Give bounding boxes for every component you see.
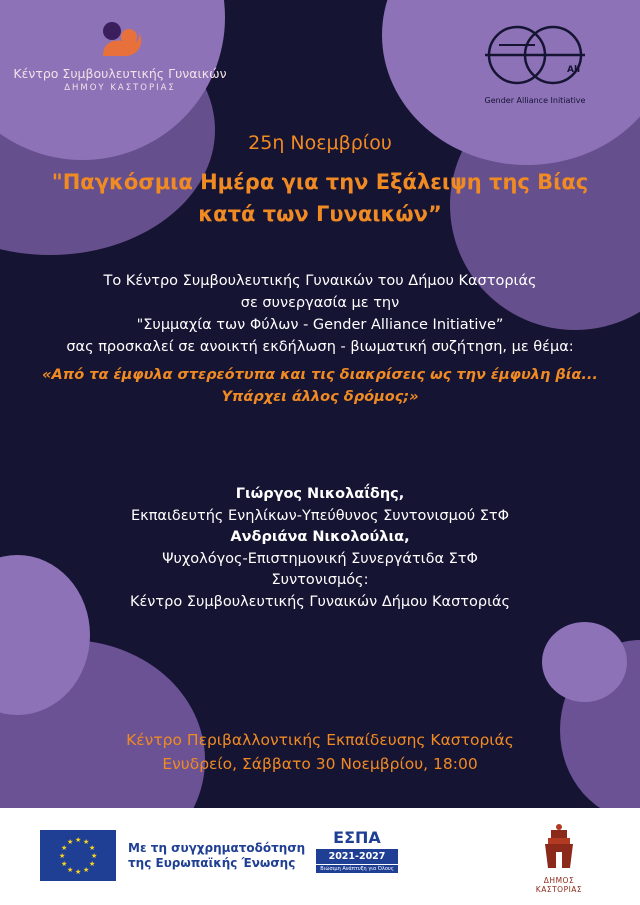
coordination-label: Συντονισμός: — [271, 572, 369, 588]
speakers-block — [0, 484, 640, 613]
municipality-kastoria-logo — [528, 822, 590, 894]
left-logo-subtitle: ΔΗΜΟΥ ΚΑΣΤΟΡΙΑΣ — [64, 83, 176, 93]
municipality-label: ΚΑΣΤΟΡΙΑΣ — [535, 885, 583, 894]
svg-text:★: ★ — [59, 852, 66, 860]
svg-text:★: ★ — [83, 838, 90, 846]
event-location — [0, 728, 640, 776]
intro-line: Το Κέντρο Συμβουλευτικής Γυναικών του Δήμου Καστοριάς — [103, 273, 537, 289]
sponsors-footer — [0, 808, 640, 905]
event-theme — [0, 364, 640, 408]
event-title — [0, 166, 640, 230]
venue: Κέντρο Περιβαλλοντικής Εκπαίδευσης Καστοριάς — [126, 731, 514, 749]
svg-text:★: ★ — [61, 860, 68, 868]
svg-text:All: All — [567, 65, 581, 75]
svg-text:★: ★ — [67, 838, 74, 846]
svg-text:★: ★ — [91, 852, 98, 860]
speaker-name: Ανδριάνα Νικολούλια, — [230, 529, 410, 545]
espa-years: 2021-2027 — [316, 849, 398, 864]
theme-line: «Από τα έμφυλα στερεότυπα και τις διακρίσεις ως την έμφυλη βία... — [42, 367, 598, 383]
svg-text:★: ★ — [75, 868, 82, 876]
intro-line: "Συμμαχία των Φύλων - Gender Alliance Initiative” — [136, 317, 504, 333]
event-date: 25η Νοεμβρίου — [248, 132, 392, 154]
intro-line: σε συνεργασία με την — [240, 295, 400, 311]
svg-text:★: ★ — [67, 866, 74, 874]
coordination-value: Κέντρο Συμβουλευτικής Γυναικών Δήμου Καστοριάς — [129, 593, 511, 610]
event-title-line: κατά των Γυναικών” — [198, 202, 442, 226]
municipality-emblem-icon — [539, 822, 579, 872]
speaker-role: Εκπαιδευτής Ενηλίκων-Υπεύθυνος Συντονισμού ΣτΦ — [130, 507, 509, 524]
municipality-label: ΔΗΜΟΣ — [543, 876, 575, 885]
event-when: Ενυδρείο, Σάββατο 30 Νοεμβρίου, 18:00 — [162, 755, 478, 773]
speaker-name: Γιώργος Νικολαΐδης, — [235, 486, 405, 502]
svg-text:★: ★ — [89, 844, 96, 852]
eu-cofunding-text — [128, 841, 305, 871]
svg-text:★: ★ — [61, 844, 68, 852]
event-intro — [0, 270, 640, 358]
eu-text-line: της Ευρωπαϊκής Ένωσης — [128, 856, 296, 870]
decorative-circle — [542, 622, 627, 702]
espa-logo — [316, 828, 398, 884]
event-title-line: "Παγκόσμια Ημέρα για την Εξάλειψη της Βίας — [51, 170, 589, 194]
eu-text-line: Με τη συγχρηματοδότηση — [128, 841, 306, 855]
svg-text:★: ★ — [83, 866, 90, 874]
speaker-role: Ψυχολόγος-Επιστημονική Συνεργάτιδα ΣτΦ — [162, 550, 478, 567]
left-logo-title: Κέντρο Συμβουλευτικής Γυναικών — [13, 66, 227, 81]
svg-text:★: ★ — [89, 860, 96, 868]
womens-counselling-center-logo — [10, 18, 230, 93]
espa-tagline: Βιώσιμη Ανάπτυξη για Όλους — [316, 865, 398, 873]
intro-line: σας προσκαλεί σε ανοικτή εκδήλωση - βιωματική συζήτηση, με θέμα: — [66, 339, 574, 355]
right-logo-caption: Gender Alliance Initiative — [484, 96, 586, 105]
eu-flag-icon — [40, 830, 116, 881]
theme-line: Υπάρχει άλλος δρόμος;» — [221, 389, 419, 405]
gender-alliance-mark-icon — [475, 20, 595, 90]
svg-text:★: ★ — [75, 836, 82, 844]
gender-alliance-logo — [470, 20, 600, 105]
espa-title: ΕΣΠΑ — [333, 828, 381, 847]
womens-center-mark-icon — [95, 18, 145, 62]
